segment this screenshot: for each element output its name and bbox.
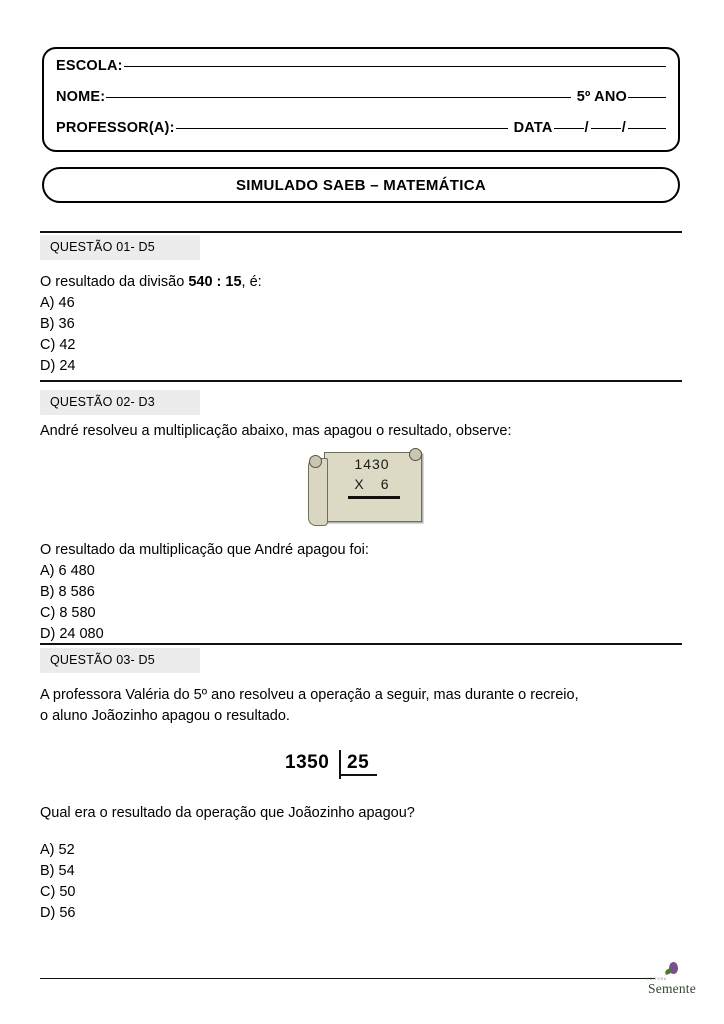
option-a[interactable]: A) 52 (40, 842, 75, 858)
date-slash-1: / (584, 120, 589, 136)
question-1-stem (40, 272, 688, 293)
question-1-expression: 540 : 15 (188, 274, 242, 290)
multiplication-rule-line (348, 496, 400, 499)
seed-sprout-icon (665, 961, 681, 979)
name-label: NOME: (56, 89, 106, 105)
question-tag-1: QUESTÃO 01- D5 (40, 235, 200, 260)
multiplicand-value: 1430 (354, 456, 390, 472)
teacher-label: PROFESSOR(A): (56, 120, 175, 136)
name-field-row (56, 89, 666, 120)
question-2-prompt: O resultado da multiplicação que André apagou foi: (40, 542, 369, 558)
section-rule-q3 (40, 643, 682, 645)
section-rule-q2 (40, 380, 682, 382)
student-identification-box (42, 47, 680, 152)
division-horizontal-rule (339, 774, 377, 776)
exam-title-box (42, 167, 680, 203)
teacher-field-row (56, 120, 666, 151)
option-d[interactable]: D) 24 080 (40, 626, 104, 642)
date-label: DATA (513, 120, 553, 136)
option-c[interactable]: C) 8 580 (40, 605, 96, 621)
question-2-stem: André resolveu a multiplicação abaixo, mas apagou o resultado, observe: (40, 423, 512, 439)
option-a[interactable]: A) 6 480 (40, 563, 95, 579)
divisor-value: 25 (347, 752, 370, 773)
teacher-input-line[interactable] (176, 128, 508, 129)
grade-input-line[interactable] (628, 97, 666, 98)
option-c[interactable]: C) 50 (40, 884, 76, 900)
question-tag-3: QUESTÃO 03- D5 (40, 648, 200, 673)
question-1-stem-suffix: , é: (241, 274, 262, 290)
page-title: SIMULADO SAEB – MATEMÁTICA (235, 176, 487, 194)
option-d[interactable]: D) 24 (40, 358, 76, 374)
question-3-stem-line-1: A professora Valéria do 5º ano resolveu a operação a seguir, mas durante o recreio, (40, 687, 579, 703)
multiplication-operator: X (354, 476, 365, 492)
option-b[interactable]: B) 8 586 (40, 584, 95, 600)
question-tag-2: QUESTÃO 02- D3 (40, 390, 200, 415)
question-3-options (40, 840, 75, 924)
option-b[interactable]: B) 54 (40, 863, 75, 879)
grade-label: 5º ANO (576, 89, 627, 105)
question-1-stem-prefix: O resultado da divisão (40, 274, 189, 290)
section-rule-q1 (40, 231, 682, 233)
footer-rule (40, 978, 655, 979)
school-label: ESCOLA: (56, 58, 123, 74)
question-2-options (40, 561, 104, 645)
question-3-stem-line-2: o aluno Joãozinho apagou o resultado. (40, 708, 290, 724)
option-c[interactable]: C) 42 (40, 337, 76, 353)
date-year-input-line[interactable] (628, 128, 666, 129)
school-field-row (56, 58, 666, 89)
multiplier-value: 6 (380, 476, 390, 492)
school-input-line[interactable] (124, 66, 666, 67)
name-input-line[interactable] (106, 97, 570, 98)
question-1-options (40, 293, 75, 377)
scroll-figure (306, 446, 424, 526)
question-3-prompt: Qual era o resultado da operação que Joãozinho apagou? (40, 805, 415, 821)
publisher-logo (641, 957, 703, 1005)
dividend-value: 1350 (285, 752, 330, 773)
option-d[interactable]: D) 56 (40, 905, 76, 921)
date-day-input-line[interactable] (554, 128, 584, 129)
date-month-input-line[interactable] (591, 128, 621, 129)
logo-subtitle: EDITORA (647, 977, 667, 981)
option-b[interactable]: B) 36 (40, 316, 75, 332)
logo-wordmark: Semente (648, 981, 696, 996)
scroll-curl-top-left-icon (309, 455, 322, 468)
date-slash-2: / (621, 120, 626, 136)
option-a[interactable]: A) 46 (40, 295, 75, 311)
multiplication-row (324, 476, 420, 492)
